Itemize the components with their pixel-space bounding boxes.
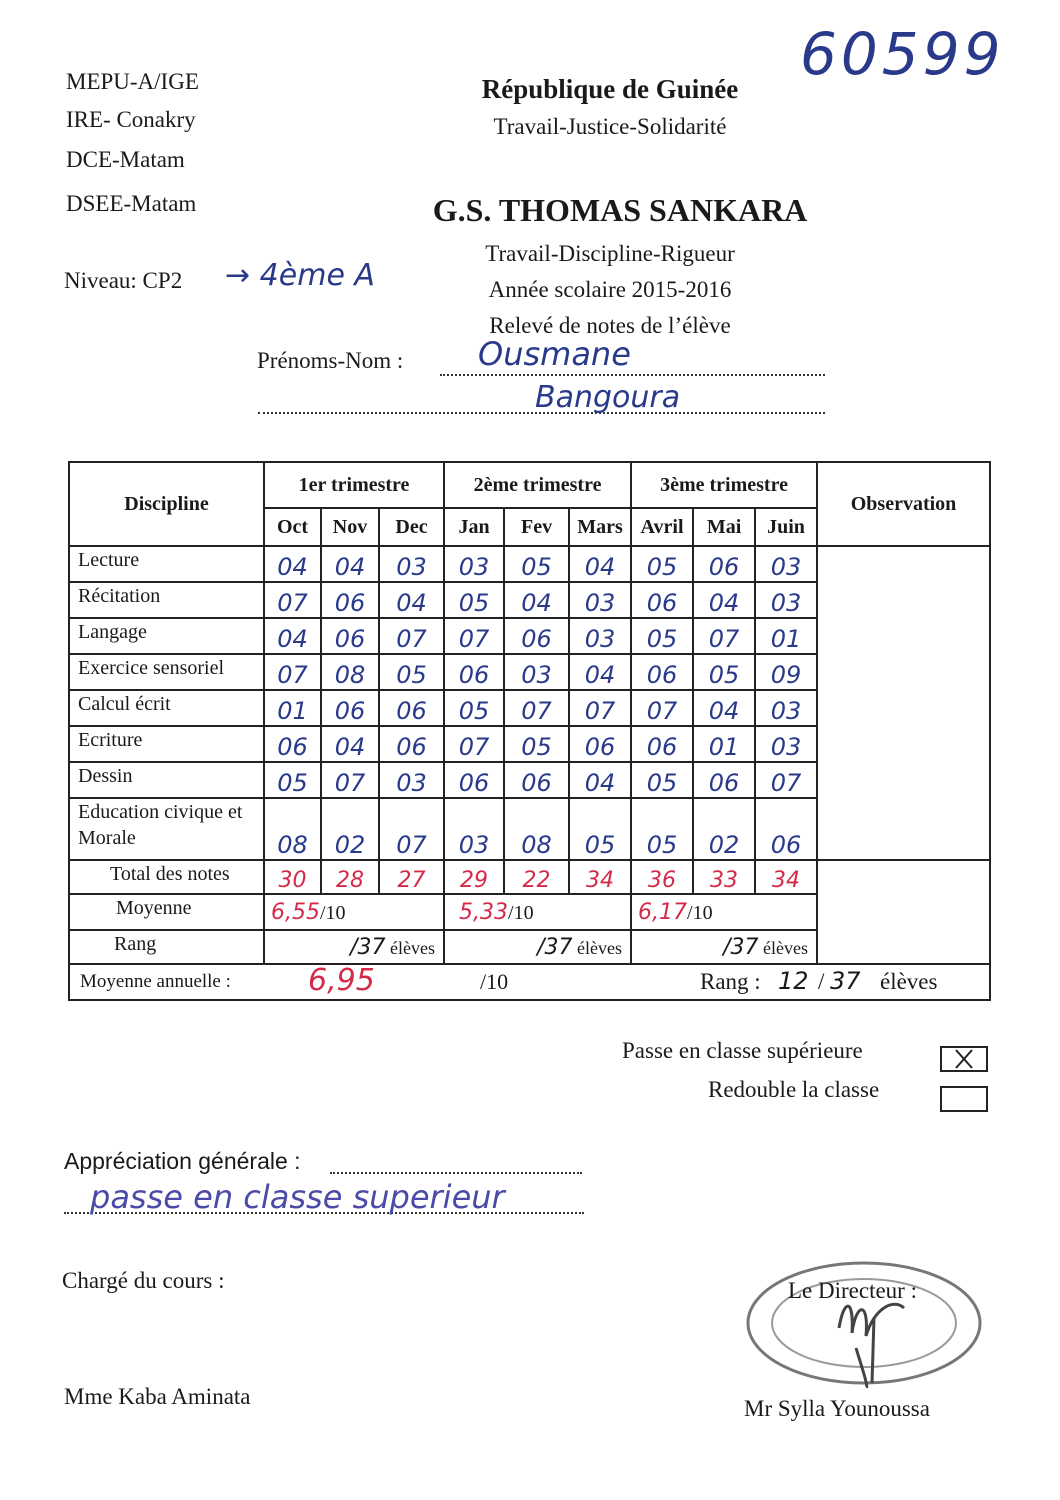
subject-cell: Dessin [69,762,264,798]
school-motto: Travail-Discipline-Rigueur [485,241,735,266]
subject-cell: Exercice sensoriel [69,654,264,690]
subject-cell: Ecriture [69,726,264,762]
student-name-label: Prénoms-Nom : [257,348,404,373]
grade-cell: 06 [693,546,755,582]
rank-cell-1 [264,930,444,964]
grade-cell: 06 [631,726,693,762]
grade-cell: 08 [264,798,321,860]
average-value: 6,17 [638,899,688,925]
month-header: Nov [321,508,379,546]
pass-checkbox[interactable] [940,1046,988,1072]
grade-cell: 03 [755,726,817,762]
grade-cell: 07 [569,690,631,726]
grade-cell: 07 [264,654,321,690]
grade-cell: 05 [569,798,631,860]
grade-cell: 02 [693,798,755,860]
grade-cell: 05 [693,654,755,690]
month-header: Jan [444,508,504,546]
grade-cell: 04 [321,726,379,762]
grade-cell: 07 [504,690,569,726]
subject-cell: Calcul écrit [69,690,264,726]
average-label: Moyenne [69,894,264,930]
total-cell: 28 [321,860,379,894]
totals-row [69,860,990,894]
average-value: 5,33 [459,899,509,925]
grade-cell: 05 [264,762,321,798]
level-label: Niveau: CP2 [64,268,183,293]
grade-cell: 07 [444,618,504,654]
grade-cell: 05 [631,798,693,860]
grade-cell: 03 [379,762,444,798]
grade-cell: 05 [504,546,569,582]
grade-cell: 05 [379,654,444,690]
grade-cell: 05 [444,690,504,726]
total-cell: 33 [693,860,755,894]
total-cell: 30 [264,860,321,894]
level-handwritten: → 4ème A [225,258,375,293]
average-value: 6,55 [271,899,320,925]
grade-cell: 05 [631,546,693,582]
rank-value: /37 [350,934,386,960]
rank-label: Rang [69,930,264,964]
grade-cell: 07 [264,582,321,618]
grade-cell: 03 [379,546,444,582]
rank-suffix: élèves [390,937,436,958]
teacher-name: Mme Kaba Aminata [64,1384,251,1409]
total-cell: 27 [379,860,444,894]
grade-cell: 04 [569,546,631,582]
annual-label: Moyenne annuelle : [80,971,231,992]
grade-cell: 03 [504,654,569,690]
student-last-name: Bangoura [535,380,681,415]
grade-cell: 07 [693,618,755,654]
grade-cell: 05 [444,582,504,618]
grade-cell: 08 [504,798,569,860]
average-suffix: /10 [319,901,346,924]
grade-cell: 02 [321,798,379,860]
grade-cell: 01 [264,690,321,726]
month-header: Oct [264,508,321,546]
name-line-1 [440,374,825,376]
rank-cell-3 [631,930,817,964]
appreciation-line-1 [330,1172,582,1174]
grade-cell: 03 [569,582,631,618]
average-cell-1 [264,894,444,930]
grade-cell: 06 [321,582,379,618]
school-year: Année scolaire 2015-2016 [488,277,732,302]
grade-cell: 04 [264,618,321,654]
subject-cell: Récitation [69,582,264,618]
grade-cell: 09 [755,654,817,690]
rank-suffix: élèves [763,937,809,958]
grade-cell: 03 [444,546,504,582]
grade-cell: 06 [444,654,504,690]
rank-value: /37 [723,934,759,960]
average-cell-3 [631,894,817,930]
grade-cell: 07 [631,690,693,726]
discipline-header: Discipline [69,462,264,546]
month-header: Mars [569,508,631,546]
annual-row [69,964,990,1000]
grade-cell: 04 [504,582,569,618]
annual-rank-suffix: élèves [880,969,938,994]
annual-suffix: /10 [480,969,509,994]
repeat-checkbox[interactable] [940,1086,988,1112]
month-header: Fev [504,508,569,546]
observation-cell [817,546,990,860]
total-cell: 36 [631,860,693,894]
annual-average: 6,95 [308,964,375,998]
admin-line: MEPU-A/IGE [66,69,199,94]
grade-cell: 04 [569,762,631,798]
average-cell-2 [444,894,631,930]
grade-cell: 06 [569,726,631,762]
grade-cell: 03 [444,798,504,860]
annual-rank-total: 37 [830,967,861,995]
grade-cell: 04 [321,546,379,582]
annual-rank-value: 12 [778,967,809,995]
grade-cell: 06 [504,762,569,798]
month-header: Dec [379,508,444,546]
observation-lower-cell [817,860,990,964]
director-name: Mr Sylla Younoussa [744,1396,930,1421]
country-title: République de Guinée [481,74,739,104]
grade-cell: 06 [755,798,817,860]
grade-cell: 06 [444,762,504,798]
admin-line: IRE- Conakry [66,107,196,132]
grade-cell: 06 [321,618,379,654]
grade-cell: 06 [504,618,569,654]
grade-cell: 03 [755,690,817,726]
rank-suffix: élèves [577,937,623,958]
rank-cell-2 [444,930,631,964]
grade-cell: 05 [631,762,693,798]
grade-cell: 06 [379,726,444,762]
total-label: Total des notes [69,860,264,894]
rank-value: /37 [537,934,573,960]
average-suffix: /10 [687,901,713,924]
grade-cell: 04 [379,582,444,618]
student-first-name: Ousmane [478,335,631,373]
total-cell: 22 [504,860,569,894]
grade-cell: 04 [264,546,321,582]
repeat-label: Redouble la classe [708,1077,880,1102]
pass-label: Passe en classe supérieure [622,1038,863,1063]
grade-cell: 07 [379,618,444,654]
grade-cell: 04 [693,582,755,618]
grade-cell: 06 [264,726,321,762]
month-header: Juin [755,508,817,546]
observation-header: Observation [817,462,990,546]
grade-cell: 06 [693,762,755,798]
check-mark-icon [942,1048,986,1070]
month-header: Mai [693,508,755,546]
grade-cell: 06 [631,582,693,618]
grade-rows [69,546,990,860]
admin-line: DSEE-Matam [66,191,197,216]
total-cell: 34 [569,860,631,894]
grade-cell: 03 [755,582,817,618]
grades-table [68,461,991,1001]
grade-cell: 03 [755,546,817,582]
grade-cell: 07 [755,762,817,798]
grade-cell: 06 [321,690,379,726]
admin-line: DCE-Matam [66,147,185,172]
grade-cell: 01 [693,726,755,762]
grade-cell: 01 [755,618,817,654]
director-label: Le Directeur : [788,1278,917,1303]
grade-cell: 07 [379,798,444,860]
grade-cell: 05 [631,618,693,654]
total-cell: 34 [755,860,817,894]
average-suffix: /10 [508,901,534,924]
subject-cell: Education civique et Morale [69,798,264,860]
grade-cell: 07 [321,762,379,798]
table-row [69,546,990,582]
teacher-label: Chargé du cours : [62,1268,225,1293]
appreciation-label: Appréciation générale : [64,1148,301,1174]
annual-rank-label: Rang : [700,969,761,994]
trimester-3-header: 3ème trimestre [631,462,817,508]
month-header: Avril [631,508,693,546]
document-title: Relevé de notes de l’élève [489,313,731,338]
grade-cell: 05 [504,726,569,762]
subject-cell: Langage [69,618,264,654]
grade-cell: 04 [569,654,631,690]
school-name: G.S. THOMAS SANKARA [432,192,808,228]
grade-cell: 03 [569,618,631,654]
annual-cell: Moyenne annuelle : 6,95 /10 Rang : 12 / 37 élèves [69,964,990,1000]
grade-cell: 04 [693,690,755,726]
country-motto: Travail-Justice-Solidarité [493,114,727,139]
trimester-1-header: 1er trimestre [264,462,444,508]
grade-cell: 07 [444,726,504,762]
total-cell: 29 [444,860,504,894]
grade-cell: 06 [379,690,444,726]
document-number: 60599 [800,20,1005,88]
grade-cell: 08 [321,654,379,690]
trimester-2-header: 2ème trimestre [444,462,631,508]
grade-cell: 06 [631,654,693,690]
subject-cell: Lecture [69,546,264,582]
appreciation-text: passe en classe superieur [90,1178,505,1216]
